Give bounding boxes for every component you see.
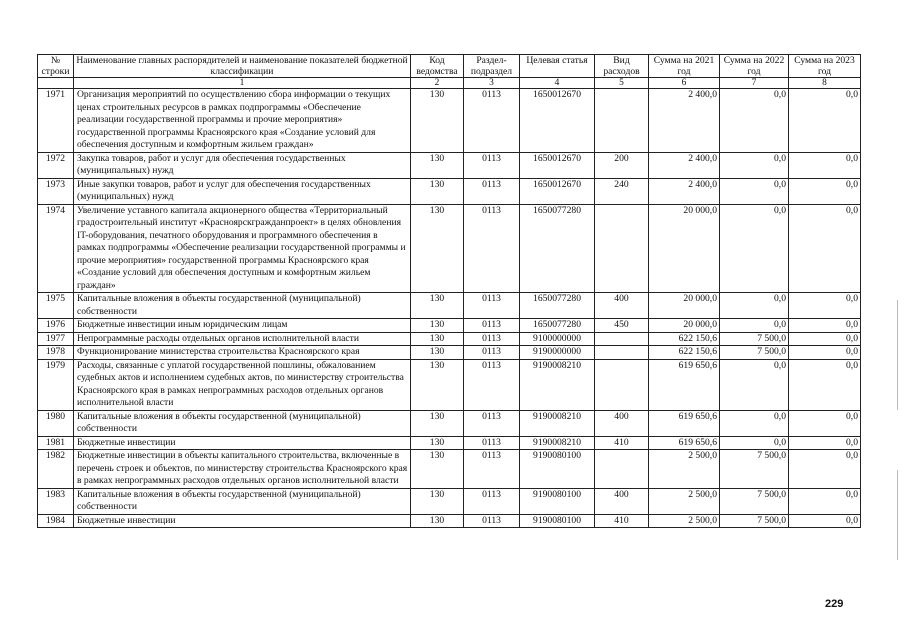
row-target-article: 1650077280 xyxy=(520,293,595,319)
row-dept-code: 130 xyxy=(411,346,464,360)
table-row xyxy=(38,319,861,333)
row-target-article: 9190080100 xyxy=(520,488,595,514)
table-row xyxy=(38,450,861,489)
row-section: 0113 xyxy=(464,319,520,333)
row-sum-2022: 7 500,0 xyxy=(720,332,789,346)
row-sum-2023: 0,0 xyxy=(789,89,861,153)
budget-table xyxy=(37,54,861,528)
row-sum-2022: 0,0 xyxy=(720,178,789,204)
row-sum-2021: 2 500,0 xyxy=(649,514,720,528)
row-name: Увеличение уставного капитала акционерного общества «Территориальный градостроительный институт «Красноярскгражданпроект» в целях обновления IT-оборудования, печатного оборудования и программного обеспечения в рамках подпрограммы «Обеспечение реализации государственной программы и прочие мероприятия» государственной программы Красноярского края «Создание условий для обеспечения доступным и комфортным жильем граждан» xyxy=(74,204,411,293)
row-sum-2021: 619 650,6 xyxy=(649,410,720,436)
row-expense-kind xyxy=(595,450,649,489)
row-target-article: 9100000000 xyxy=(520,332,595,346)
row-dept-code: 130 xyxy=(411,359,464,410)
table-row xyxy=(38,89,861,153)
row-sum-2023: 0,0 xyxy=(789,514,861,528)
row-number: 1979 xyxy=(38,359,74,410)
row-dept-code: 130 xyxy=(411,178,464,204)
row-name: Бюджетные инвестиции xyxy=(74,514,411,528)
row-number: 1977 xyxy=(38,332,74,346)
row-expense-kind: 410 xyxy=(595,436,649,450)
row-sum-2022: 0,0 xyxy=(720,204,789,293)
row-section: 0113 xyxy=(464,488,520,514)
row-expense-kind xyxy=(595,359,649,410)
row-section: 0113 xyxy=(464,204,520,293)
row-expense-kind: 450 xyxy=(595,319,649,333)
row-dept-code: 130 xyxy=(411,152,464,178)
row-sum-2021: 2 500,0 xyxy=(649,450,720,489)
row-name: Непрограммные расходы отдельных органов исполнительной власти xyxy=(74,332,411,346)
row-expense-kind: 410 xyxy=(595,514,649,528)
row-expense-kind: 400 xyxy=(595,410,649,436)
header-sum-2021: Сумма на 2021 год xyxy=(649,55,720,78)
row-sum-2023: 0,0 xyxy=(789,332,861,346)
row-sum-2023: 0,0 xyxy=(789,450,861,489)
row-sum-2021: 20 000,0 xyxy=(649,293,720,319)
row-section: 0113 xyxy=(464,178,520,204)
header-name: Наименование главных распорядителей и наименование показателей бюджетной классификации xyxy=(74,55,411,78)
row-sum-2023: 0,0 xyxy=(789,293,861,319)
row-sum-2022: 7 500,0 xyxy=(720,346,789,360)
header-section: Раздел-подраздел xyxy=(464,55,520,78)
table-row xyxy=(38,178,861,204)
row-name: Организация мероприятий по осуществлению сбора информации о текущих ценах строительных ресурсов в рамках подпрограммы «Обеспечение реализации государственной программы и прочие мероприятия» государственной программы Красноярского края «Создание условий для обеспечения доступным и комфортным жильем граждан» xyxy=(74,89,411,153)
row-name: Капитальные вложения в объекты государственной (муниципальной) собственности xyxy=(74,293,411,319)
row-section: 0113 xyxy=(464,514,520,528)
row-target-article: 9190080100 xyxy=(520,450,595,489)
row-sum-2021: 2 500,0 xyxy=(649,488,720,514)
row-sum-2022: 0,0 xyxy=(720,293,789,319)
row-number: 1984 xyxy=(38,514,74,528)
header-expense-kind: Вид расходов xyxy=(595,55,649,78)
index-cell: 2 xyxy=(411,78,464,89)
row-number: 1975 xyxy=(38,293,74,319)
header-dept-code: Код ведомства xyxy=(411,55,464,78)
row-expense-kind: 400 xyxy=(595,488,649,514)
row-number: 1978 xyxy=(38,346,74,360)
row-dept-code: 130 xyxy=(411,514,464,528)
row-target-article: 1650077280 xyxy=(520,204,595,293)
row-sum-2022: 0,0 xyxy=(720,152,789,178)
table-row xyxy=(38,514,861,528)
header-sum-2023: Сумма на 2023 год xyxy=(789,55,861,78)
table-row xyxy=(38,436,861,450)
row-sum-2023: 0,0 xyxy=(789,410,861,436)
row-target-article: 1650077280 xyxy=(520,319,595,333)
row-target-article: 9190080100 xyxy=(520,514,595,528)
row-dept-code: 130 xyxy=(411,204,464,293)
row-expense-kind xyxy=(595,89,649,153)
index-cell: 6 xyxy=(649,78,720,89)
table-row xyxy=(38,332,861,346)
row-section: 0113 xyxy=(464,359,520,410)
row-target-article: 9190008210 xyxy=(520,359,595,410)
row-target-article: 9190008210 xyxy=(520,410,595,436)
row-expense-kind: 200 xyxy=(595,152,649,178)
row-sum-2022: 0,0 xyxy=(720,410,789,436)
row-section: 0113 xyxy=(464,346,520,360)
scan-edge-line xyxy=(897,300,898,410)
row-dept-code: 130 xyxy=(411,293,464,319)
row-expense-kind xyxy=(595,204,649,293)
row-target-article: 9190008210 xyxy=(520,436,595,450)
row-dept-code: 130 xyxy=(411,319,464,333)
row-sum-2022: 0,0 xyxy=(720,436,789,450)
row-sum-2023: 0,0 xyxy=(789,152,861,178)
header-row xyxy=(38,55,861,78)
row-number: 1972 xyxy=(38,152,74,178)
row-sum-2021: 619 650,6 xyxy=(649,359,720,410)
row-number: 1976 xyxy=(38,319,74,333)
header-row-number: № строки xyxy=(38,55,74,78)
row-sum-2022: 0,0 xyxy=(720,89,789,153)
index-cell-empty xyxy=(38,78,74,89)
row-sum-2023: 0,0 xyxy=(789,346,861,360)
table-row xyxy=(38,204,861,293)
row-target-article: 9190000000 xyxy=(520,346,595,360)
row-dept-code: 130 xyxy=(411,332,464,346)
row-sum-2021: 619 650,6 xyxy=(649,436,720,450)
row-sum-2023: 0,0 xyxy=(789,178,861,204)
row-number: 1981 xyxy=(38,436,74,450)
column-index-row xyxy=(38,78,861,89)
row-section: 0113 xyxy=(464,450,520,489)
row-sum-2021: 2 400,0 xyxy=(649,89,720,153)
row-dept-code: 130 xyxy=(411,410,464,436)
row-sum-2021: 20 000,0 xyxy=(649,204,720,293)
index-cell: 4 xyxy=(520,78,595,89)
row-sum-2022: 0,0 xyxy=(720,319,789,333)
table-row xyxy=(38,410,861,436)
row-name: Расходы, связанные с уплатой государственной пошлины, обжалованием судебных актов и исполнением судебных актов, по министерству строительства Красноярского края в рамках непрограммных расходов отдельных органов исполнительной власти xyxy=(74,359,411,410)
row-number: 1971 xyxy=(38,89,74,153)
row-number: 1973 xyxy=(38,178,74,204)
table-row xyxy=(38,359,861,410)
row-sum-2023: 0,0 xyxy=(789,488,861,514)
row-dept-code: 130 xyxy=(411,488,464,514)
row-sum-2021: 20 000,0 xyxy=(649,319,720,333)
row-sum-2022: 7 500,0 xyxy=(720,450,789,489)
row-sum-2021: 2 400,0 xyxy=(649,178,720,204)
row-dept-code: 130 xyxy=(411,436,464,450)
row-sum-2023: 0,0 xyxy=(789,319,861,333)
row-section: 0113 xyxy=(464,152,520,178)
row-name: Функционирование министерства строительства Красноярского края xyxy=(74,346,411,360)
row-section: 0113 xyxy=(464,293,520,319)
row-sum-2023: 0,0 xyxy=(789,359,861,410)
row-target-article: 1650012670 xyxy=(520,89,595,153)
row-number: 1974 xyxy=(38,204,74,293)
row-sum-2021: 622 150,6 xyxy=(649,346,720,360)
table-row xyxy=(38,488,861,514)
header-target-article: Целевая статья xyxy=(520,55,595,78)
budget-table-sheet xyxy=(37,54,860,528)
table-row xyxy=(38,346,861,360)
row-section: 0113 xyxy=(464,89,520,153)
row-sum-2022: 7 500,0 xyxy=(720,488,789,514)
row-name: Закупка товаров, работ и услуг для обеспечения государственных (муниципальных) нужд xyxy=(74,152,411,178)
row-sum-2021: 622 150,6 xyxy=(649,332,720,346)
row-name: Капитальные вложения в объекты государственной (муниципальной) собственности xyxy=(74,410,411,436)
index-cell: 1 xyxy=(74,78,411,89)
row-name: Бюджетные инвестиции xyxy=(74,436,411,450)
index-cell: 5 xyxy=(595,78,649,89)
row-section: 0113 xyxy=(464,436,520,450)
row-sum-2023: 0,0 xyxy=(789,204,861,293)
row-sum-2022: 0,0 xyxy=(720,359,789,410)
row-section: 0113 xyxy=(464,332,520,346)
row-expense-kind: 400 xyxy=(595,293,649,319)
row-number: 1983 xyxy=(38,488,74,514)
row-sum-2022: 7 500,0 xyxy=(720,514,789,528)
row-expense-kind xyxy=(595,332,649,346)
row-name: Капитальные вложения в объекты государственной (муниципальной) собственности xyxy=(74,488,411,514)
row-sum-2021: 2 400,0 xyxy=(649,152,720,178)
table-row xyxy=(38,152,861,178)
row-target-article: 1650012670 xyxy=(520,152,595,178)
index-cell: 3 xyxy=(464,78,520,89)
row-number: 1980 xyxy=(38,410,74,436)
row-name: Иные закупки товаров, работ и услуг для обеспечения государственных (муниципальных) нужд xyxy=(74,178,411,204)
page-number: 229 xyxy=(825,598,844,610)
header-sum-2022: Сумма на 2022 год xyxy=(720,55,789,78)
row-target-article: 1650012670 xyxy=(520,178,595,204)
row-section: 0113 xyxy=(464,410,520,436)
table-row xyxy=(38,293,861,319)
row-name: Бюджетные инвестиции иным юридическим лицам xyxy=(74,319,411,333)
index-cell: 7 xyxy=(720,78,789,89)
row-expense-kind: 240 xyxy=(595,178,649,204)
row-name: Бюджетные инвестиции в объекты капитального строительства, включенные в перечень строек и объектов, по министерству строительства Красноярского края в рамках непрограммных расходов отдельных органов исполнительной власти xyxy=(74,450,411,489)
row-dept-code: 130 xyxy=(411,89,464,153)
row-number: 1982 xyxy=(38,450,74,489)
row-expense-kind xyxy=(595,346,649,360)
row-dept-code: 130 xyxy=(411,450,464,489)
index-cell: 8 xyxy=(789,78,861,89)
row-sum-2023: 0,0 xyxy=(789,436,861,450)
scan-edge-line xyxy=(897,470,898,560)
